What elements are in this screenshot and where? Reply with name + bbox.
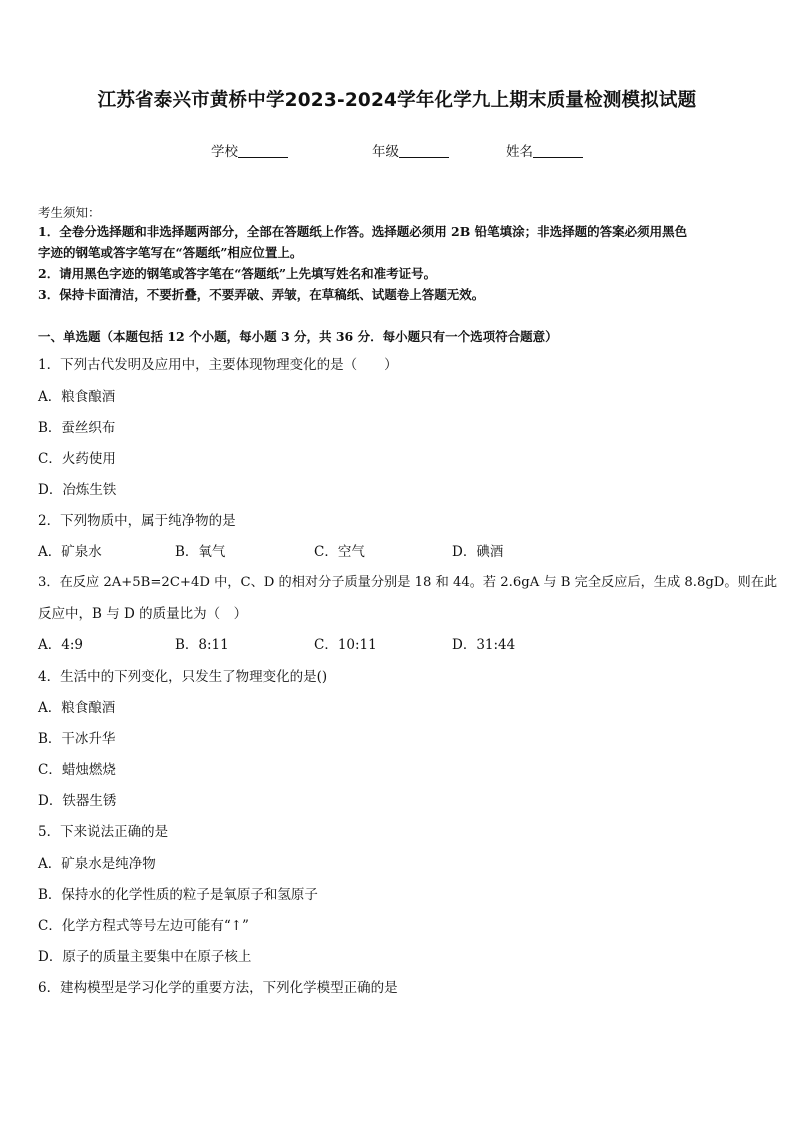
option[interactable]: A．矿泉水	[38, 544, 102, 560]
option[interactable]: A．粮食酿酒	[38, 389, 116, 405]
notice-item: 1．全卷分选择题和非选择题两部分，全部在答题纸上作答。选择题必须用 2B 铅笔填涂；非选择题的答案必须用黑色	[38, 224, 688, 239]
question-stem: 2．下列物质中，属于纯净物的是	[38, 513, 236, 529]
option[interactable]: D．碘酒	[452, 544, 504, 560]
option[interactable]: A．4:9	[38, 637, 83, 653]
section-heading: 一、单选题（本题包括 12 个小题，每小题 3 分，共 36 分．每小题只有一个选项符合题意）	[38, 329, 558, 344]
option[interactable]: C．火药使用	[38, 451, 116, 467]
page-title: 江苏省泰兴市黄桥中学2023-2024学年化学九上期末质量检测模拟试题	[97, 90, 697, 111]
question-stem: 3．在反应 2A+5B=2C+4D 中，C、D 的相对分子质量分别是 18 和 44。若 2.6gA 与 B 完全反应后，生成 8.8gD。则在此	[38, 575, 778, 590]
notice-heading: 考生须知：	[38, 205, 101, 220]
notice-item: 3．保持卡面清洁，不要折叠，不要弄破、弄皱，在草稿纸、试题卷上答题无效。	[38, 287, 485, 302]
option[interactable]: A．粮食酿酒	[38, 700, 116, 716]
option[interactable]: B．氧气	[175, 544, 226, 560]
option[interactable]: D．原子的质量主要集中在原子核上	[38, 949, 252, 965]
grade-label: 年级	[372, 144, 399, 160]
name-field[interactable]	[506, 140, 583, 160]
name-label: 姓名	[506, 144, 533, 160]
question-stem: 5．下来说法正确的是	[38, 824, 169, 840]
question-stem: 4．生活中的下列变化，只发生了物理变化的是()	[38, 669, 328, 685]
option[interactable]: C．蜡烛燃烧	[38, 762, 116, 778]
option[interactable]: B．8:11	[175, 637, 229, 653]
notice-item: 2．请用黑色字迹的钢笔或答字笔在“答题纸”上先填写姓名和准考证号。	[38, 266, 437, 281]
grade-blank[interactable]	[399, 144, 449, 158]
grade-field[interactable]	[372, 140, 449, 160]
notice-item: 字迹的钢笔或答字笔写在“答题纸”相应位置上。	[38, 245, 303, 260]
option[interactable]: C．空气	[314, 544, 365, 560]
option[interactable]: B．保持水的化学性质的粒子是氧原子和氢原子	[38, 887, 318, 903]
name-blank[interactable]	[533, 144, 583, 158]
question-stem: 1．下列古代发明及应用中，主要体现物理变化的是（ ）	[38, 357, 398, 373]
question-stem: 6．建构模型是学习化学的重要方法，下列化学模型正确的是	[38, 980, 398, 996]
option[interactable]: D．冶炼生铁	[38, 482, 117, 498]
school-label: 学校	[211, 144, 238, 160]
option[interactable]: D．铁器生锈	[38, 793, 117, 809]
school-blank[interactable]	[238, 144, 288, 158]
option[interactable]: A．矿泉水是纯净物	[38, 856, 156, 872]
option[interactable]: C．10:11	[314, 637, 377, 653]
option[interactable]: C．化学方程式等号左边可能有“↑”	[38, 918, 249, 934]
option[interactable]: B．蚕丝织布	[38, 420, 116, 436]
option[interactable]: D．31:44	[452, 637, 516, 653]
question-stem: 反应中，B 与 D 的质量比为（ ）	[38, 606, 248, 622]
option[interactable]: B．干冰升华	[38, 731, 116, 747]
school-field[interactable]	[211, 140, 288, 160]
